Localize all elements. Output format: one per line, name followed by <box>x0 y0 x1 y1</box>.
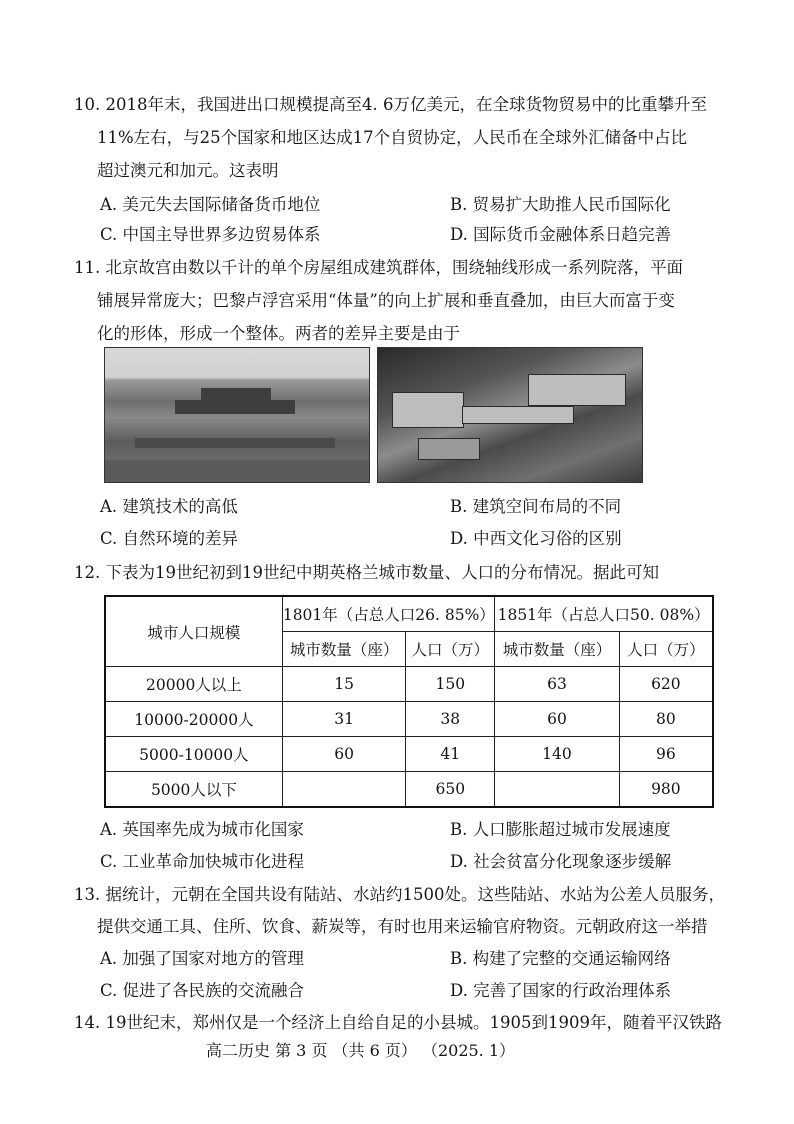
forbidden-city-photo <box>104 347 370 483</box>
cell-count-1851: 140 <box>495 737 620 772</box>
q14-line-1: 14. 19世纪末，郑州仅是一个经济上自给自足的小县城。1905到1909年，随着平汉铁路 <box>74 1013 722 1032</box>
q13-option-c[interactable]: C. 促进了各民族的交流融合 <box>100 981 305 1000</box>
cell-count-1801: 60 <box>282 737 406 772</box>
louvre-aerial-photo <box>377 347 643 483</box>
cell-count-1801: 15 <box>282 667 406 702</box>
cell-pop-1801: 41 <box>406 737 495 772</box>
table-header-1801: 1801年（占总人口26. 85%） <box>282 596 494 632</box>
q11-option-d[interactable]: D. 中西文化习俗的区别 <box>450 529 622 548</box>
table-header-1851: 1851年（占总人口50. 08%） <box>495 596 713 632</box>
cell-pop-1851: 620 <box>619 667 713 702</box>
cell-pop-1801: 38 <box>406 702 495 737</box>
table-row <box>105 667 713 702</box>
q11-option-c[interactable]: C. 自然环境的差异 <box>100 529 239 548</box>
table-header-scale: 城市人口规模 <box>105 596 282 667</box>
table-subheader-count-1801: 城市数量（座） <box>282 632 406 667</box>
cell-scale: 10000-20000人 <box>105 702 282 737</box>
q12-option-a[interactable]: A. 英国率先成为城市化国家 <box>100 820 304 839</box>
cell-pop-1851: 96 <box>619 737 713 772</box>
q12-stem: 12. 下表为19世纪初到19世纪中期英格兰城市数量、人口的分布情况。据此可知 <box>74 563 659 582</box>
q10-option-d[interactable]: D. 国际货币金融体系日趋完善 <box>450 225 672 244</box>
q10-option-a[interactable]: A. 美元失去国际储备货币地位 <box>100 195 321 214</box>
cell-scale: 5000人以下 <box>105 772 282 808</box>
city-population-table <box>104 595 714 808</box>
table-subheader-pop-1851: 人口（万） <box>619 632 713 667</box>
q10-line-3: 超过澳元和加元。这表明 <box>97 161 279 180</box>
q13-line-2: 提供交通工具、住所、饮食、薪炭等，有时也用来运输官府物资。元朝政府这一举措 <box>97 917 708 936</box>
table-subheader-pop-1801: 人口（万） <box>406 632 495 667</box>
q12-option-b[interactable]: B. 人口膨胀超过城市发展速度 <box>450 820 671 839</box>
cell-count-1851 <box>495 772 620 808</box>
q13-option-a[interactable]: A. 加强了国家对地方的管理 <box>100 949 304 968</box>
q12-option-c[interactable]: C. 工业革命加快城市化进程 <box>100 852 305 871</box>
q11-line-1: 11. 北京故宫由数以千计的单个房屋组成建筑群体，围绕轴线形成一系列院落，平面 <box>74 258 683 277</box>
q12-option-d[interactable]: D. 社会贫富分化现象逐步缓解 <box>450 852 672 871</box>
table-row <box>105 737 713 772</box>
q10-option-b[interactable]: B. 贸易扩大助推人民币国际化 <box>450 195 671 214</box>
q13-line-1: 13. 据统计，元朝在全国共设有陆站、水站约1500处。这些陆站、水站为公差人员服务， <box>74 885 725 904</box>
cell-pop-1851: 980 <box>619 772 713 808</box>
q11-line-2: 铺展异常庞大；巴黎卢浮宫采用“体量”的向上扩展和垂直叠加，由巨大而富于变 <box>97 291 675 310</box>
table-row <box>105 702 713 737</box>
cell-scale: 5000-10000人 <box>105 737 282 772</box>
cell-count-1801 <box>282 772 406 808</box>
q10-line-1: 10. 2018年末，我国进出口规模提高至4. 6万亿美元，在全球货物贸易中的比重攀升至 <box>74 95 707 114</box>
cell-scale: 20000人以上 <box>105 667 282 702</box>
cell-pop-1851: 80 <box>619 702 713 737</box>
q13-option-b[interactable]: B. 构建了完整的交通运输网络 <box>450 949 671 968</box>
table-subheader-count-1851: 城市数量（座） <box>495 632 620 667</box>
cell-pop-1801: 150 <box>406 667 495 702</box>
cell-pop-1801: 650 <box>406 772 495 808</box>
q10-line-2: 11%左右，与25个国家和地区达成17个自贸协定，人民币在全球外汇储备中占比 <box>97 128 688 147</box>
q10-option-c[interactable]: C. 中国主导世界多边贸易体系 <box>100 225 321 244</box>
page-footer: 高二历史 第 3 页 （共 6 页） （2025. 1） <box>206 1041 516 1060</box>
q11-option-b[interactable]: B. 建筑空间布局的不同 <box>450 497 622 516</box>
cell-count-1801: 31 <box>282 702 406 737</box>
cell-count-1851: 60 <box>495 702 620 737</box>
q11-option-a[interactable]: A. 建筑技术的高低 <box>100 497 238 516</box>
q11-line-3: 化的形体，形成一个整体。两者的差异主要是由于 <box>97 324 460 343</box>
q13-option-d[interactable]: D. 完善了国家的行政治理体系 <box>450 981 672 1000</box>
table-row <box>105 772 713 808</box>
cell-count-1851: 63 <box>495 667 620 702</box>
